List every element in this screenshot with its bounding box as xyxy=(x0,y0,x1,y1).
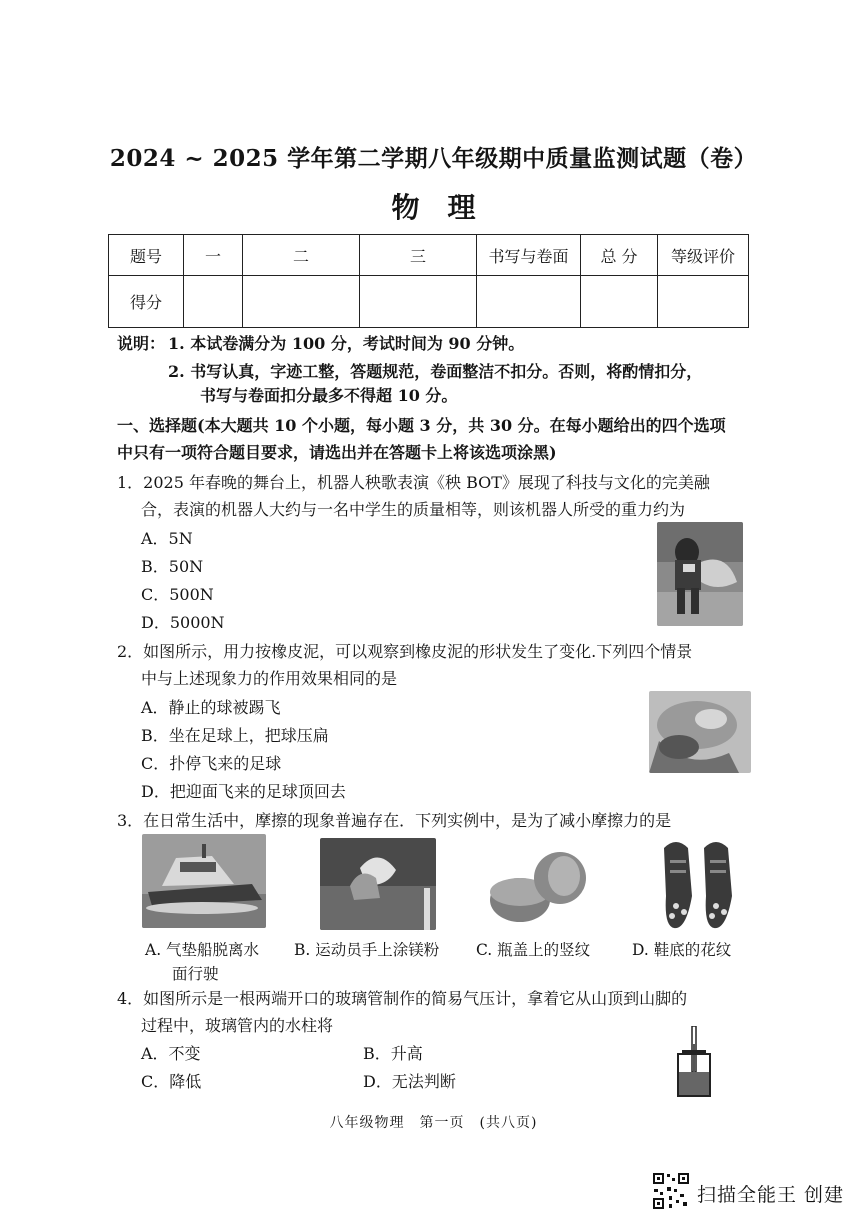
score-table-header-row xyxy=(109,235,749,276)
answer-option: C．扑停飞来的足球 xyxy=(141,754,282,773)
image-caption: D. 鞋底的花纹 xyxy=(632,941,732,959)
question-text: 合，表演的机器人大约与一名中学生的质量相等，则该机器人所受的重力约为 xyxy=(141,500,686,519)
barometer-diagram xyxy=(672,1026,716,1098)
answer-option: B．坐在足球上，把球压扁 xyxy=(141,726,329,745)
scanner-watermark: 扫描全能王 创建 xyxy=(697,1184,845,1206)
score-cell xyxy=(360,276,477,328)
score-cell xyxy=(184,276,243,328)
instruction-line: 书写与卷面扣分最多不得超 10 分。 xyxy=(200,386,458,405)
score-cell xyxy=(658,276,749,328)
answer-option: C．降低 xyxy=(141,1072,202,1091)
score-cell xyxy=(581,276,658,328)
subject-title: 物理 xyxy=(391,191,504,224)
section-heading: 中只有一项符合题目要求，请选出并在答题卡上将该选项涂黑) xyxy=(117,443,557,462)
question-text: 1．2025 年春晚的舞台上，机器人秧歌表演《秧 BOT》展现了科技与文化的完美融 xyxy=(117,473,710,492)
image-caption: 面行驶 xyxy=(172,965,219,983)
image-caption: A. 气垫船脱离水 xyxy=(145,941,260,959)
instruction-line: 2. 书写认真，字迹工整，答题规范，卷面整洁不扣分。否则，将酌情扣分， xyxy=(168,362,703,381)
answer-option: D．无法判断 xyxy=(363,1072,456,1091)
page-footer: 八年级物理 第一页 (共八页) xyxy=(329,1115,538,1131)
plasticine-press-photo xyxy=(649,691,751,773)
bottle-cap-photo xyxy=(480,838,598,930)
score-header-cell: 题号 xyxy=(109,235,184,276)
answer-option: D．5000N xyxy=(141,613,225,632)
score-header-cell: 三 xyxy=(360,235,477,276)
score-header-cell: 一 xyxy=(184,235,243,276)
answer-option: D．把迎面飞来的足球顶回去 xyxy=(141,782,346,801)
answer-option: A．5N xyxy=(141,529,193,548)
answer-option: A．不变 xyxy=(141,1044,201,1063)
magnesium-powder-photo xyxy=(320,838,436,930)
question-text: 中与上述现象力的作用效果相同的是 xyxy=(141,669,398,688)
image-caption: C. 瓶盖上的竖纹 xyxy=(476,941,591,959)
score-table-score-row xyxy=(109,276,749,328)
hovercraft-photo xyxy=(142,834,266,928)
score-header-cell: 二 xyxy=(243,235,360,276)
score-header-cell: 等级评价 xyxy=(658,235,749,276)
image-caption: B. 运动员手上涂镁粉 xyxy=(294,941,440,959)
question-text: 4．如图所示是一根两端开口的玻璃管制作的简易气压计，拿着它从山顶到山脚的 xyxy=(117,989,688,1008)
section-heading: 一、选择题(本大题共 10 个小题，每小题 3 分，共 30 分。在每小题给出的四个选项 xyxy=(117,416,726,435)
shoe-sole-photo xyxy=(656,836,740,932)
score-cell xyxy=(243,276,360,328)
question-text: 2．如图所示，用力按橡皮泥，可以观察到橡皮泥的形状发生了变化.下列四个情景 xyxy=(117,642,693,661)
exam-title: 2024 ~ 2025 学年第二学期八年级期中质量监测试题（卷） xyxy=(109,145,758,172)
instruction-line: 1. 本试卷满分为 100 分，考试时间为 90 分钟。 xyxy=(168,334,525,353)
question-text: 3．在日常生活中，摩擦的现象普遍存在．下列实例中，是为了减小摩擦力的是 xyxy=(117,811,672,830)
robot-dance-photo xyxy=(657,522,743,626)
score-row-label: 得分 xyxy=(109,276,184,328)
instructions-label: 说明： xyxy=(117,334,166,353)
answer-option: B．50N xyxy=(141,557,204,576)
score-header-cell: 书写与卷面 xyxy=(477,235,581,276)
question-text: 过程中，玻璃管内的水柱将 xyxy=(141,1016,334,1035)
answer-option: B．升高 xyxy=(363,1044,423,1063)
score-cell xyxy=(477,276,581,328)
score-header-cell: 总 分 xyxy=(581,235,658,276)
answer-option: A．静止的球被踢飞 xyxy=(141,698,281,717)
answer-option: C．500N xyxy=(141,585,214,604)
qr-code-icon xyxy=(652,1172,690,1210)
score-table xyxy=(108,234,749,328)
